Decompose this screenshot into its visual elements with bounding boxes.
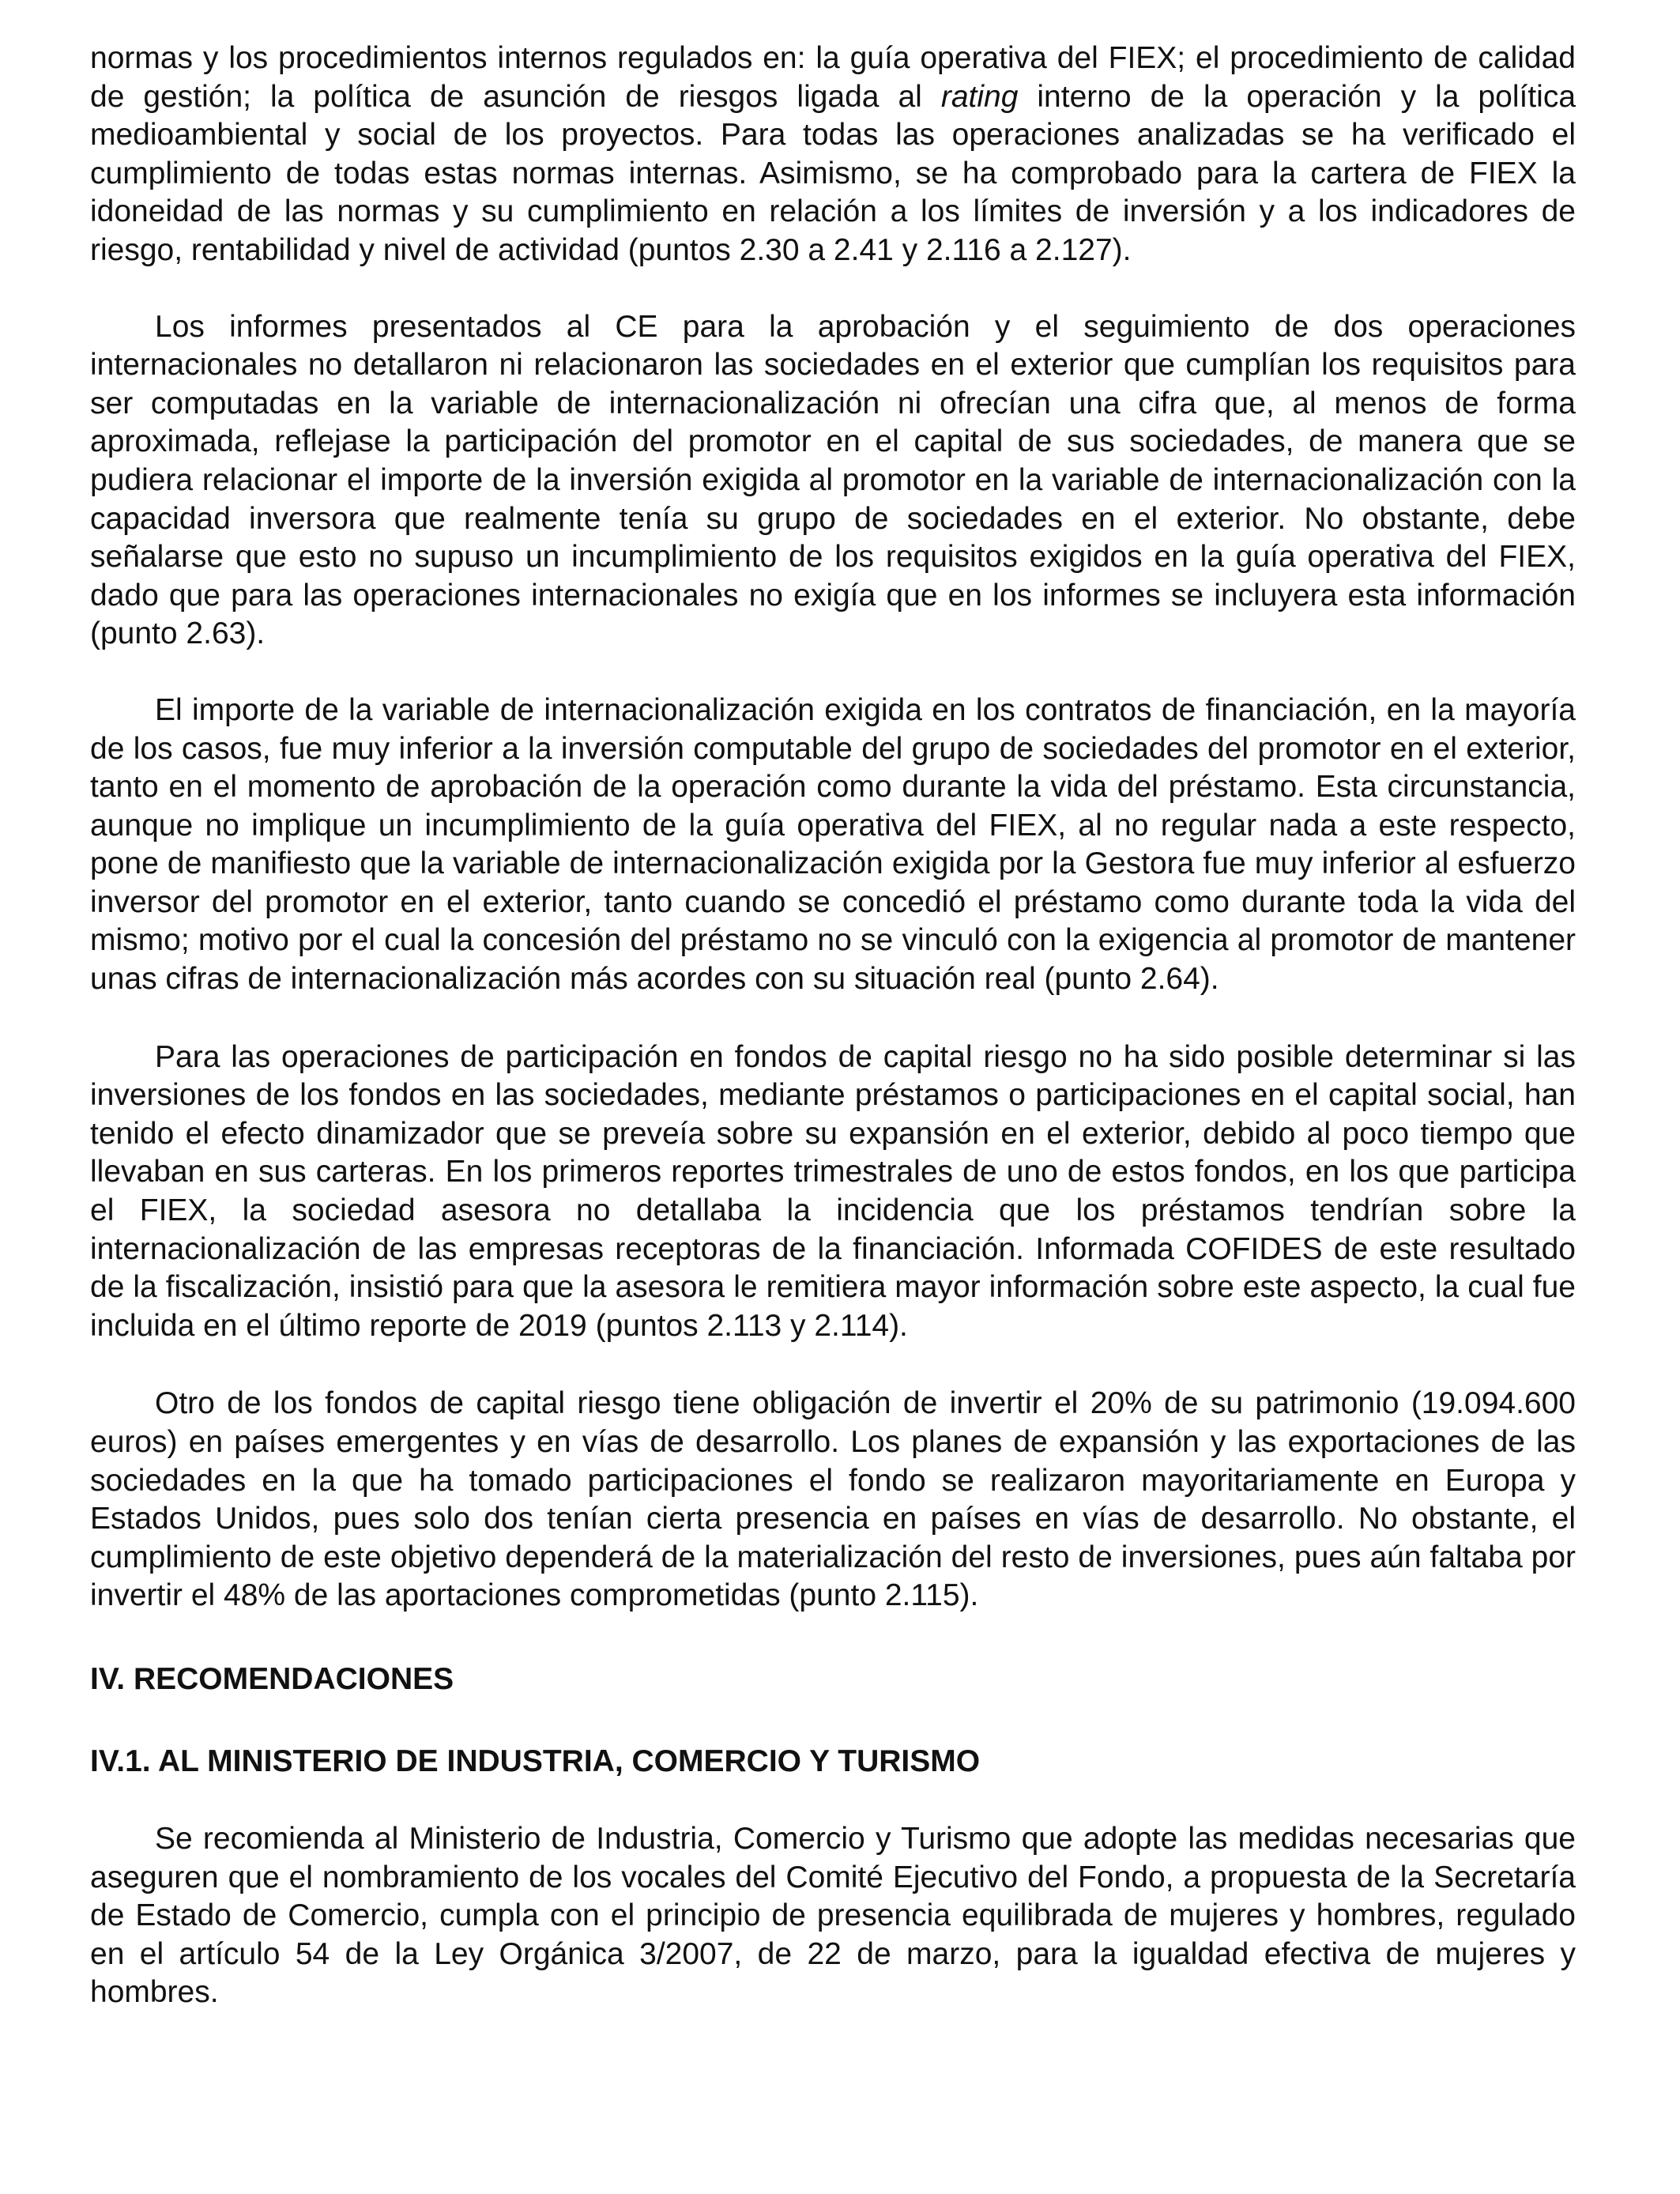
paragraph-fondos-capital-riesgo: Para las operaciones de participación en fondos de capital riesgo no ha sido posible determinar si las inversiones de los fondos en las sociedades, mediante préstamos o participaciones en el capital social, han tenido el efecto dinamizador que se preveía sobre su expansión en el exterior, debido al poco tiempo que llevaban en sus carteras. En los primeros reportes trimestrales de uno de estos fondos, en los que participa el FIEX, la sociedad asesora no detallaba la incidencia que los préstamos tendrían sobre la internacionalización de las empresas receptoras de la financiación. Informada COFIDES de este resultado de la fiscalización, insistió para que la asesora le remitiera mayor información sobre este aspecto, la cual fue incluida en el último reporte de 2019 (puntos 2.113 y 2.114). xyxy=(90,1039,1576,1343)
paragraph-variable-internacionalizacion: El importe de la variable de internacionalización exigida en los contratos de financiación, en la mayoría de los casos, fue muy inferior a la inversión computable del grupo de sociedades del promotor en el exterior, tanto en el momento de aprobación de la operación como durante la vida del préstamo. Esta circunstancia, aunque no implique un incumplimiento de la guía operativa del FIEX, al no regular nada a este respecto, pone de manifiesto que la variable de internacionalización exigida por la Gestora fue muy inferior al esfuerzo inversor del promotor en el exterior, tanto cuando se concedió el préstamo como durante toda la vida del mismo; motivo por el cual la concesión del préstamo no se vinculó con la exigencia al promotor de mantener unas cifras de internacionalización más acordes con su situación real (punto 2.64). xyxy=(90,692,1576,997)
section-heading-recomendaciones: IV. RECOMENDACIONES xyxy=(90,1661,454,1696)
subsection-heading-ministerio: IV.1. AL MINISTERIO DE INDUSTRIA, COMERCIO Y TURISMO xyxy=(90,1744,981,1778)
paragraph-text-part: normas y los procedimientos internos regulados en: la guía operativa del FIEX; el procedimiento de calidad de gestión; la política de asunción de riesgos ligada al xyxy=(90,41,1576,114)
document-page xyxy=(90,40,1576,2012)
paragraph-text-part: interno de la operación y la política medioambiental y social de los proyectos. Para todas las operaciones analizadas se ha verificado el cumplimiento de todas estas normas internas. Asimismo, se ha comprobado para la cartera de FIEX la idoneidad de las normas y su cumplimiento en relación a los límites de inversión y a los indicadores de riesgo, rentabilidad y nivel de actividad (puntos 2.30 a 2.41 y 2.116 a 2.127). xyxy=(90,79,1576,267)
paragraph-recomendacion-ministerio: Se recomienda al Ministerio de Industria, Comercio y Turismo que adopte las medidas necesarias que aseguren que el nombramiento de los vocales del Comité Ejecutivo del Fondo, a propuesta de la Secretaría de Estado de Comercio, cumpla con el principio de presencia equilibrada de mujeres y hombres, regulado en el artículo 54 de la Ley Orgánica 3/2007, de 22 de marzo, para la igualdad efectiva de mujeres y hombres. xyxy=(90,1821,1576,2010)
italic-term-rating: rating xyxy=(940,79,1019,114)
paragraph-normas-internas xyxy=(90,40,1576,270)
paragraph-paises-emergentes: Otro de los fondos de capital riesgo tiene obligación de invertir el 20% de su patrimonio (19.094.600 euros) en países emergentes y en vías de desarrollo. Los planes de expansión y las exportaciones de las sociedades en la que ha tomado participaciones el fondo se realizaron mayoritariamente en Europa y Estados Unidos, pues solo dos tenían cierta presencia en países en vías de desarrollo. No obstante, el cumplimiento de este objetivo dependerá de la materialización del resto de inversiones, pues aún faltaba por invertir el 48% de las aportaciones comprometidas (punto 2.115). xyxy=(90,1386,1576,1613)
paragraph-informes-ce: Los informes presentados al CE para la aprobación y el seguimiento de dos operaciones internacionales no detallaron ni relacionaron las sociedades en el exterior que cumplían los requisitos para ser computadas en la variable de internacionalización ni ofrecían una cifra que, al menos de forma aproximada, reflejase la participación del promotor en el capital de sus sociedades, de manera que se pudiera relacionar el importe de la inversión exigida al promotor en la variable de internacionalización con la capacidad inversora que realmente tenía su grupo de sociedades en el exterior. No obstante, debe señalarse que esto no supuso un incumplimiento de los requisitos exigidos en la guía operativa del FIEX, dado que para las operaciones internacionales no exigía que en los informes se incluyera esta información (punto 2.63). xyxy=(90,309,1576,651)
